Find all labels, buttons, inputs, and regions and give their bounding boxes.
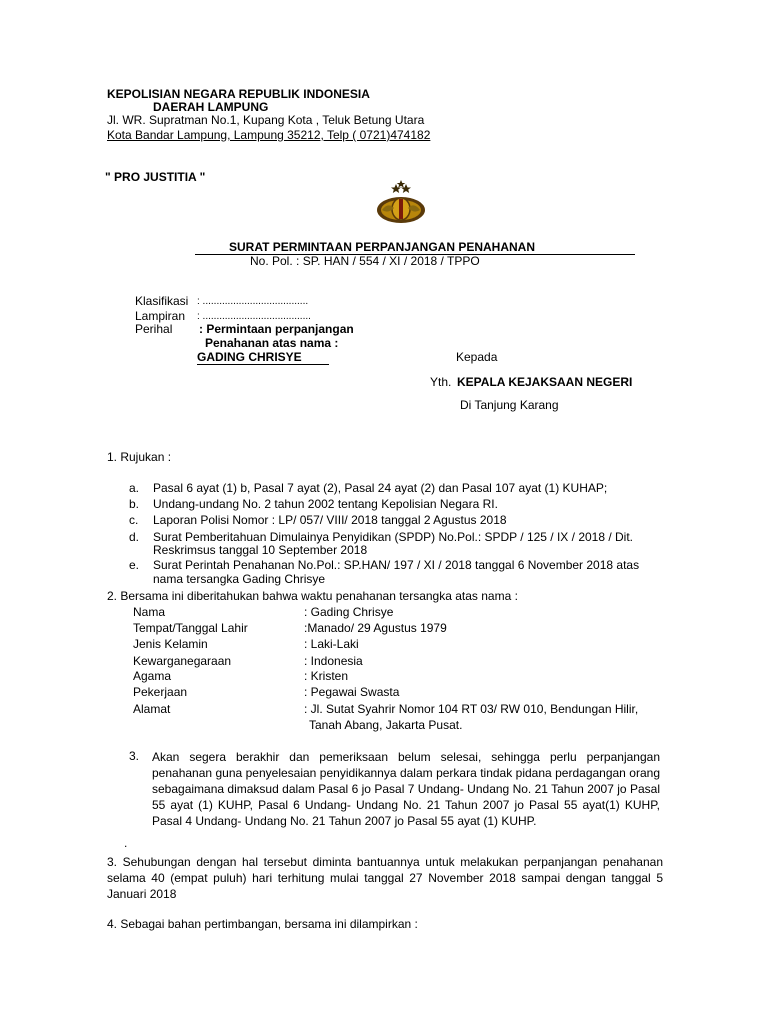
- perihal-line-1: : Permintaan perpanjangan: [199, 322, 354, 336]
- rujukan-item-text: Pasal 6 ayat (1) b, Pasal 7 ayat (2), Pasal 24 ayat (2) dan Pasal 107 ayat (1) KUHAP;: [153, 481, 608, 495]
- rujukan-item-letter: d.: [129, 530, 140, 544]
- rujukan-item-text: Surat Pemberitahuan Dimulainya Penyidikan (SPDP) No.Pol.: SPDP / 125 / IX / 2018 / Dit.: [153, 530, 634, 544]
- yth-label: Yth.: [430, 375, 452, 389]
- pro-justitia: " PRO JUSTITIA ": [105, 170, 206, 184]
- recipient-place: Di Tanjung Karang: [460, 398, 559, 412]
- field-value: : Jl. Sutat Syahrir Nomor 104 RT 03/ RW 010, Bendungan Hilir,: [304, 702, 639, 716]
- recipient-name: KEPALA KEJAKSAAN NEGERI: [457, 375, 633, 389]
- perihal-label: Perihal: [135, 322, 173, 336]
- lampiran-value: : .......................................: [197, 311, 311, 322]
- rujukan-item-text: Laporan Polisi Nomor : LP/ 057/ VIII/ 2018 tanggal 2 Agustus 2018: [153, 513, 507, 527]
- kepada-label: Kepada: [456, 350, 498, 364]
- section-3b-text: 3. Sehubungan dengan hal tersebut diminta bantuannya untuk melakukan perpanjangan penahanan selama 40 (empat puluh) hari terhitung mulai tanggal 27 November 2018 sampai dengan tanggal 5 Januari 2018: [107, 855, 663, 901]
- stray-dot: .: [124, 836, 128, 850]
- rujukan-item-text-cont: nama tersangka Gading Chrisye: [153, 572, 326, 586]
- field-label: Agama: [133, 669, 172, 683]
- field-label: Alamat: [133, 702, 171, 716]
- section-2-heading: 2. Bersama ini diberitahukan bahwa waktu penahanan tersangka atas nama :: [107, 589, 518, 603]
- police-emblem-icon: [374, 180, 428, 226]
- section-3a-text: Akan segera berakhir dan pemeriksaan belum selesai, sehingga perlu perpanjangan penahanan guna penyelesaian penyidikannya dalam perkara tindak pidana perdagangan orang sebagaimana dimaksud dalam Pasal 6 jo Pasal 7 Undang- Undang No. 21 Tahun 2007 jo Pasal 55 ayat (1) KUHP, Pasal 6 Undang- Undang No. 21 Tahun 2007 jo Pasal 55 ayat(1) KUHP, Pasal 4 Undang- Undang No. 21 Tahun 2007 jo Pasal 55 ayat (1) KUHP.: [152, 750, 660, 828]
- section-4-text: 4. Sebagai bahan pertimbangan, bersama ini dilampirkan :: [107, 917, 418, 931]
- org-name: KEPOLISIAN NEGARA REPUBLIK INDONESIA: [107, 87, 370, 101]
- rujukan-heading: 1. Rujukan :: [107, 450, 172, 464]
- rujukan-item-text: Surat Perintah Penahanan No.Pol.: SP.HAN/ 197 / XI / 2018 tanggal 6 November 2018 atas: [153, 558, 640, 572]
- suspect-name-underline: [197, 364, 329, 365]
- field-label: Kewarganegaraan: [133, 654, 232, 668]
- perihal-suspect-name: GADING CHRISYE: [197, 350, 302, 364]
- rujukan-item-letter: c.: [129, 513, 139, 527]
- klasifikasi-label: Klasifikasi: [135, 294, 189, 308]
- address-line-2: Kota Bandar Lampung, Lampung 35212, Telp ( 0721)474182: [107, 128, 431, 142]
- field-label: Nama: [133, 605, 166, 619]
- field-value: : Gading Chrisye: [304, 605, 394, 619]
- field-value: : Kristen: [304, 669, 349, 683]
- rujukan-item-text: Undang-undang No. 2 tahun 2002 tentang Kepolisian Negara RI.: [153, 497, 498, 511]
- field-label: Pekerjaan: [133, 685, 188, 699]
- lampiran-label: Lampiran: [135, 309, 186, 323]
- field-value: : Pegawai Swasta: [304, 685, 400, 699]
- klasifikasi-value: : ......................................: [197, 296, 309, 307]
- perihal-line-2: Penahanan atas nama :: [205, 336, 339, 350]
- field-value: :Manado/ 29 Agustus 1979: [304, 621, 447, 635]
- field-label: Jenis Kelamin: [133, 637, 208, 651]
- letter-number: No. Pol. : SP. HAN / 554 / XI / 2018 / TPPO: [250, 254, 480, 268]
- rujukan-item-letter: a.: [129, 481, 140, 495]
- rujukan-item-text-cont: Reskrimsus tanggal 10 September 2018: [153, 543, 368, 557]
- field-label: Tempat/Tanggal Lahir: [133, 621, 248, 635]
- field-value: : Indonesia: [304, 654, 363, 668]
- letter-title: SURAT PERMINTAAN PERPANJANGAN PENAHANAN: [229, 240, 536, 254]
- field-value: : Laki-Laki: [304, 637, 359, 651]
- rujukan-item-letter: b.: [129, 497, 140, 511]
- section-3a-number: 3.: [129, 749, 140, 763]
- address-line-1: Jl. WR. Supratman No.1, Kupang Kota , Teluk Betung Utara: [107, 113, 425, 127]
- region-name: DAERAH LAMPUNG: [153, 100, 269, 114]
- field-value-cont: Tanah Abang, Jakarta Pusat.: [309, 718, 463, 732]
- rujukan-item-letter: e.: [129, 558, 140, 572]
